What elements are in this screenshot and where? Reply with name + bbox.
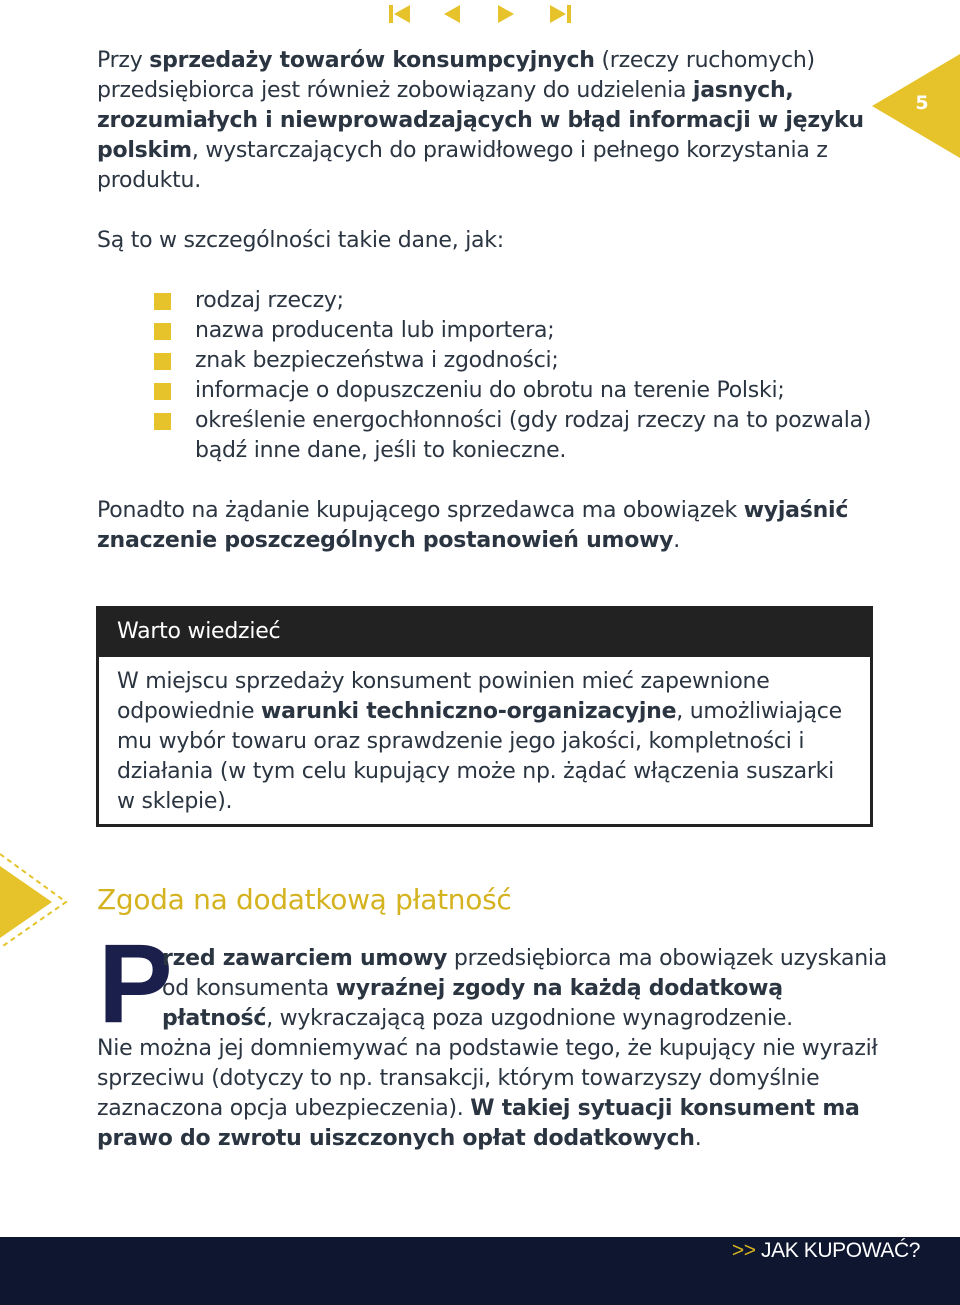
page-navigation bbox=[384, 4, 574, 24]
list-item: rodzaj rzeczy; bbox=[154, 286, 884, 316]
first-page-icon[interactable] bbox=[386, 4, 412, 24]
explanation-paragraph: Ponadto na żądanie kupującego sprzedawca ma obowiązek wyjaśnić znaczenie poszczególnych postanowień umowy. bbox=[97, 498, 849, 553]
list-item: informacje o dopuszczeniu do obrotu na terenie Polski; bbox=[154, 376, 884, 406]
bullet-square-icon bbox=[154, 383, 171, 400]
data-list bbox=[154, 286, 884, 466]
list-item: określenie energochłonności (gdy rodzaj rzeczy na to pozwala) bądź inne dane, jeśli to konieczne. bbox=[154, 406, 884, 466]
info-box bbox=[96, 606, 873, 827]
info-box-title: Warto wiedzieć bbox=[99, 609, 870, 657]
section-marker-icon bbox=[0, 850, 72, 950]
list-item: znak bezpieczeństwa i zgodności; bbox=[154, 346, 884, 376]
page-number: 5 bbox=[915, 92, 929, 114]
next-page-icon[interactable] bbox=[492, 4, 518, 24]
intro-paragraph: Przy sprzedaży towarów konsumpcyjnych (rzeczy ruchomych) przedsiębiorca jest również zobowiązany do udzielenia jasnych, zrozumiałych i niewprowadzających w błąd informacji w języku polskim, wystarczających do prawidłowego i pełnego korzystania z produktu. bbox=[97, 48, 864, 193]
section-title: Zgoda na dodatkową płatność bbox=[97, 883, 512, 916]
list-intro: Są to w szczególności takie dane, jak: bbox=[97, 228, 504, 253]
consent-paragraph: rzed zawarciem umowy przedsiębiorca ma obowiązek uzyskania od konsumenta wyraźnej zgody na każdą dodatkową płatność, wykraczającą poza uzgodnione wynagrodzenie. Nie można jej domniemywać na podstawie tego, że kupujący nie wyraził sprzeciwu (dotyczy to np. transakcji, którym towarzyszy domyślnie zaznaczona opcja ubezpieczenia). W takiej sytuacji konsument ma prawo do zwrotu uiszczonych opłat dodatkowych. bbox=[97, 946, 887, 1151]
bullet-square-icon bbox=[154, 353, 171, 370]
footer-link[interactable] bbox=[732, 1238, 920, 1264]
last-page-icon[interactable] bbox=[548, 4, 574, 24]
double-chevron-icon: >> bbox=[731, 1239, 756, 1262]
bullet-square-icon bbox=[154, 413, 171, 430]
drop-cap-spacer bbox=[97, 944, 162, 1034]
list-item: nazwa producenta lub importera; bbox=[154, 316, 884, 346]
previous-page-icon[interactable] bbox=[440, 4, 466, 24]
bullet-square-icon bbox=[154, 323, 171, 340]
drop-cap: P bbox=[98, 921, 173, 1046]
footer-label: JAK KUPOWAĆ? bbox=[761, 1239, 920, 1262]
info-box-text: W miejscu sprzedaży konsument powinien mieć zapewnione odpowiednie warunki techniczno-organizacyjne, umożliwiające mu wybór towaru oraz sprawdzenie jego jakości, kompletności i działania (w tym celu kupujący może np. żądać włączenia suszarki w sklepie). bbox=[117, 669, 842, 814]
bullet-square-icon bbox=[154, 293, 171, 310]
